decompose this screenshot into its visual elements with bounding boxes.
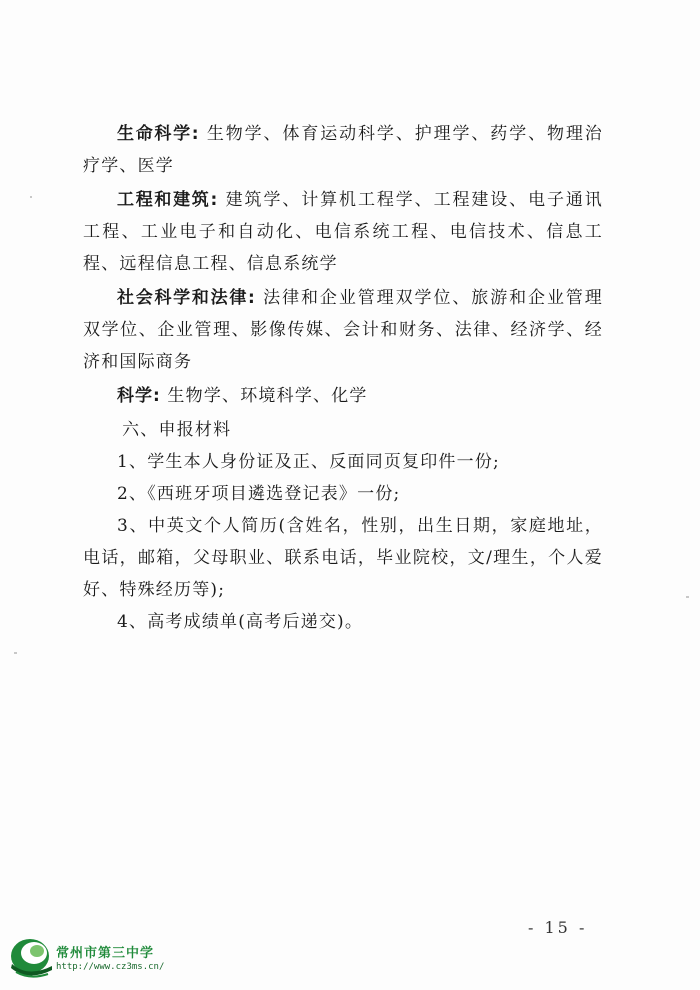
paragraph-engineering (83, 184, 603, 280)
school-url[interactable]: http://www.cz3ms.cn/ (56, 962, 165, 972)
list-item: 3、中英文个人简历(含姓名，性别，出生日期，家庭地址，电话，邮箱，父母职业、联系电话，毕业院校，文/理生，个人爱好、特殊经历等); (83, 516, 603, 600)
paragraph-lead: 工程和建筑: (117, 190, 219, 210)
school-logo[interactable] (8, 934, 188, 984)
school-emblem-icon (8, 934, 56, 984)
page-number: - 15 - (528, 918, 588, 937)
paragraph-text: 生物学、体育运动科学、护理学、药学、物理治疗学、医学 (83, 124, 603, 176)
school-name: 常州市第三中学 (56, 946, 155, 961)
paragraph-lead: 科学: (117, 386, 161, 406)
paragraph-science (83, 380, 603, 412)
list-item: 1、学生本人身份证及正、反面同页复印件一份; (117, 452, 500, 472)
paragraph-life-science (83, 118, 603, 182)
scan-speck (30, 196, 32, 198)
section-heading: 六、申报材料 (122, 420, 232, 440)
paragraph-text: 生物学、环境科学、化学 (160, 386, 368, 406)
paragraph-social-science (83, 282, 603, 378)
paragraph-text: 法律和企业管理双学位、旅游和企业管理双学位、企业管理、影像传媒、会计和财务、法律、经济学、经济和国际商务 (83, 288, 603, 372)
list-item: 2、《西班牙项目遴选登记表》一份; (117, 484, 401, 504)
paragraph-lead: 生命科学: (117, 124, 200, 144)
document-body (83, 118, 603, 638)
scan-speck (686, 596, 689, 598)
list-item: 4、高考成绩单(高考后递交)。 (117, 612, 364, 632)
paragraph-text: 建筑学、计算机工程学、工程建设、电子通讯工程、工业电子和自动化、电信系统工程、电信技术、信息工程、远程信息工程、信息系统学 (83, 190, 603, 274)
paragraph-lead: 社会科学和法律: (117, 288, 256, 308)
scan-speck (14, 652, 17, 654)
